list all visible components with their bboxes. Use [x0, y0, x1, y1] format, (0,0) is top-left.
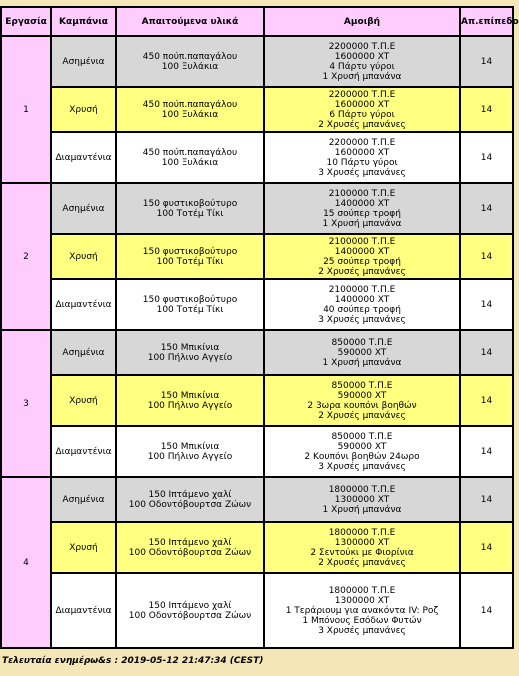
reward-line: 2200000 Τ.Π.Ε [328, 89, 396, 100]
task-number: 1 [1, 36, 51, 183]
table-row [1, 330, 513, 375]
reward-line: 2 3ωρα κουπόνι βοηθών [307, 400, 417, 411]
material-line: 450 πούπ.παπαγάλου [142, 147, 238, 158]
reward-line: 2 Σεντούκι με Φιορίνια [310, 547, 414, 558]
task-number: 4 [1, 477, 51, 648]
reward-line: 1800000 Τ.Π.Ε [328, 585, 396, 596]
material-line: 100 Τοτέμ Τίκι [156, 256, 224, 267]
materials-cell [116, 279, 264, 330]
reward-line: 1 Χρυσή μπανάνα [322, 357, 402, 368]
material-line: 100 Ξυλάκια [161, 61, 219, 72]
reward-cell [264, 87, 460, 132]
campaign-cell: Ασημένια [51, 477, 116, 522]
reward-line: 2 Χρυσές μπανάνες [318, 557, 406, 568]
table-row [1, 426, 513, 477]
table-row [1, 522, 513, 573]
level-cell: 14 [460, 426, 513, 477]
reward-line: 1 Χρυσή μπανάνα [322, 218, 402, 229]
material-line: 100 Τοτέμ Τίκι [156, 304, 224, 315]
materials-cell [116, 132, 264, 183]
reward-line: 15 σούπερ τροφή [323, 208, 401, 219]
level-cell: 14 [460, 183, 513, 234]
campaign-cell: Ασημένια [51, 36, 116, 87]
reward-line: 25 σούπερ τροφή [323, 256, 401, 267]
reward-line: 2100000 Τ.Π.Ε [328, 284, 396, 295]
reward-line: 1800000 Τ.Π.Ε [328, 484, 396, 495]
material-line: 100 Ξυλάκια [161, 109, 219, 120]
header-campaign: Καμπάνια [51, 7, 116, 36]
reward-line: 2 Χρυσές μπανάνες [318, 119, 406, 130]
reward-line: 1 Τεράριουμ για ανακόντα IV: Ροζ [285, 605, 439, 616]
material-line: 150 φυστικοβούτυρο [142, 294, 238, 305]
level-cell: 14 [460, 330, 513, 375]
reward-line: 850000 Τ.Π.Ε [331, 380, 393, 391]
material-line: 100 Ξυλάκια [161, 157, 219, 168]
reward-cell [264, 573, 460, 648]
header-task: Εργασία [1, 7, 51, 36]
reward-line: 3 Χρυσές μπανάνες [318, 167, 406, 178]
campaign-cell: Διαμαντένια [51, 573, 116, 648]
materials-cell [116, 477, 264, 522]
material-line: 150 Ιπτάμενο χαλί [148, 489, 232, 500]
reward-line: 2200000 Τ.Π.Ε [328, 41, 396, 52]
level-cell: 14 [460, 87, 513, 132]
reward-line: 10 Πάρτυ γύροι [326, 157, 398, 168]
reward-line: 2 Χρυσές μπανάνες [318, 266, 406, 277]
campaign-table [0, 6, 519, 649]
campaign-cell: Χρυσή [51, 375, 116, 426]
reward-line: 1300000 XT [334, 537, 390, 548]
reward-cell [264, 426, 460, 477]
reward-cell [264, 183, 460, 234]
level-cell: 14 [460, 279, 513, 330]
reward-line: 850000 Τ.Π.Ε [331, 337, 393, 348]
table-row [1, 183, 513, 234]
reward-line: 590000 XT [337, 347, 387, 358]
table-row [1, 375, 513, 426]
reward-line: 1400000 XT [334, 198, 390, 209]
reward-line: 3 Χρυσές μπανάνες [318, 461, 406, 472]
reward-cell [264, 36, 460, 87]
last-updated: Τελευταία ενημέρω&s : 2019-05-12 21:47:34 (CEST) [2, 656, 264, 666]
campaign-cell: Διαμαντένια [51, 426, 116, 477]
reward-line: 2100000 Τ.Π.Ε [328, 236, 396, 247]
reward-line: 1 Χρυσή μπανάνα [322, 504, 402, 515]
reward-cell [264, 375, 460, 426]
task-number: 2 [1, 183, 51, 330]
campaign-cell: Χρυσή [51, 87, 116, 132]
reward-line: 1600000 XT [334, 51, 390, 62]
header-row [1, 7, 513, 36]
material-line: 150 Μπικίνια [160, 441, 220, 452]
reward-line: 1 Μπόνους Εσόδων Φυτών [302, 615, 422, 626]
reward-line: 2 Κουπόνι βοηθών 24ωρο [304, 451, 420, 462]
table-row [1, 477, 513, 522]
campaign-cell: Χρυσή [51, 522, 116, 573]
material-line: 150 Ιπτάμενο χαλί [148, 600, 232, 611]
material-line: 150 φυστικοβούτυρο [142, 198, 238, 209]
materials-cell [116, 36, 264, 87]
material-line: 150 Μπικίνια [160, 390, 220, 401]
material-line: 450 πούπ.παπαγάλου [142, 51, 238, 62]
materials-cell [116, 426, 264, 477]
header-materials: Απαιτούμενα υλικά [116, 7, 264, 36]
header-level: Απ.επίπεδο [460, 7, 513, 36]
campaign-cell: Διαμαντένια [51, 279, 116, 330]
level-cell: 14 [460, 522, 513, 573]
materials-cell [116, 375, 264, 426]
campaign-cell: Διαμαντένια [51, 132, 116, 183]
table-row [1, 234, 513, 279]
table-row [1, 36, 513, 87]
reward-line: 1300000 XT [334, 494, 390, 505]
reward-line: 4 Πάρτυ γύροι [329, 61, 395, 72]
table-row [1, 87, 513, 132]
table-row [1, 573, 513, 648]
reward-line: 1400000 XT [334, 246, 390, 257]
reward-line: 1400000 XT [334, 294, 390, 305]
reward-cell [264, 234, 460, 279]
materials-cell [116, 573, 264, 648]
reward-line: 1600000 XT [334, 147, 390, 158]
reward-line: 6 Πάρτυ γύροι [329, 109, 395, 120]
reward-line: 1300000 XT [334, 595, 390, 606]
reward-line: 590000 XT [337, 390, 387, 401]
campaign-cell: Ασημένια [51, 330, 116, 375]
level-cell: 14 [460, 36, 513, 87]
level-cell: 14 [460, 132, 513, 183]
level-cell: 14 [460, 477, 513, 522]
reward-cell [264, 330, 460, 375]
reward-cell [264, 132, 460, 183]
materials-cell [116, 234, 264, 279]
reward-cell [264, 522, 460, 573]
level-cell: 14 [460, 234, 513, 279]
table-row [1, 132, 513, 183]
reward-cell [264, 477, 460, 522]
reward-line: 590000 XT [337, 441, 387, 452]
reward-line: 2 Χρυσές μπανάνες [318, 410, 406, 421]
header-reward: Αμοιβή [264, 7, 460, 36]
material-line: 100 Τοτέμ Τίκι [156, 208, 224, 219]
campaign-cell: Χρυσή [51, 234, 116, 279]
material-line: 150 Ιπτάμενο χαλί [148, 537, 232, 548]
reward-line: 40 σούπερ τροφή [323, 304, 401, 315]
material-line: 150 φυστικοβούτυρο [142, 246, 238, 257]
table-body [1, 36, 513, 648]
material-line: 100 Πήλινο Αγγείο [147, 352, 233, 363]
reward-line: 1600000 XT [334, 99, 390, 110]
table-row [1, 279, 513, 330]
material-line: 100 Πήλινο Αγγείο [147, 451, 233, 462]
reward-line: 2200000 Τ.Π.Ε [328, 137, 396, 148]
reward-line: 2100000 Τ.Π.Ε [328, 188, 396, 199]
materials-cell [116, 522, 264, 573]
reward-line: 3 Χρυσές μπανάνες [318, 314, 406, 325]
material-line: 100 Οδοντόβουρτσα Ζώων [128, 610, 252, 621]
material-line: 150 Μπικίνια [160, 342, 220, 353]
materials-cell [116, 87, 264, 132]
material-line: 100 Πήλινο Αγγείο [147, 400, 233, 411]
reward-line: 850000 Τ.Π.Ε [331, 431, 393, 442]
materials-cell [116, 183, 264, 234]
materials-cell [116, 330, 264, 375]
material-line: 100 Οδοντόβουρτσα Ζώων [128, 547, 252, 558]
reward-line: 1 Χρυσή μπανάνα [322, 71, 402, 82]
level-cell: 14 [460, 375, 513, 426]
level-cell: 14 [460, 573, 513, 648]
campaign-cell: Ασημένια [51, 183, 116, 234]
material-line: 100 Οδοντόβουρτσα Ζώων [128, 499, 252, 510]
reward-line: 3 Χρυσές μπανάνες [318, 625, 406, 636]
task-number: 3 [1, 330, 51, 477]
material-line: 450 πούπ.παπαγάλου [142, 99, 238, 110]
reward-cell [264, 279, 460, 330]
reward-line: 1800000 Τ.Π.Ε [328, 527, 396, 538]
